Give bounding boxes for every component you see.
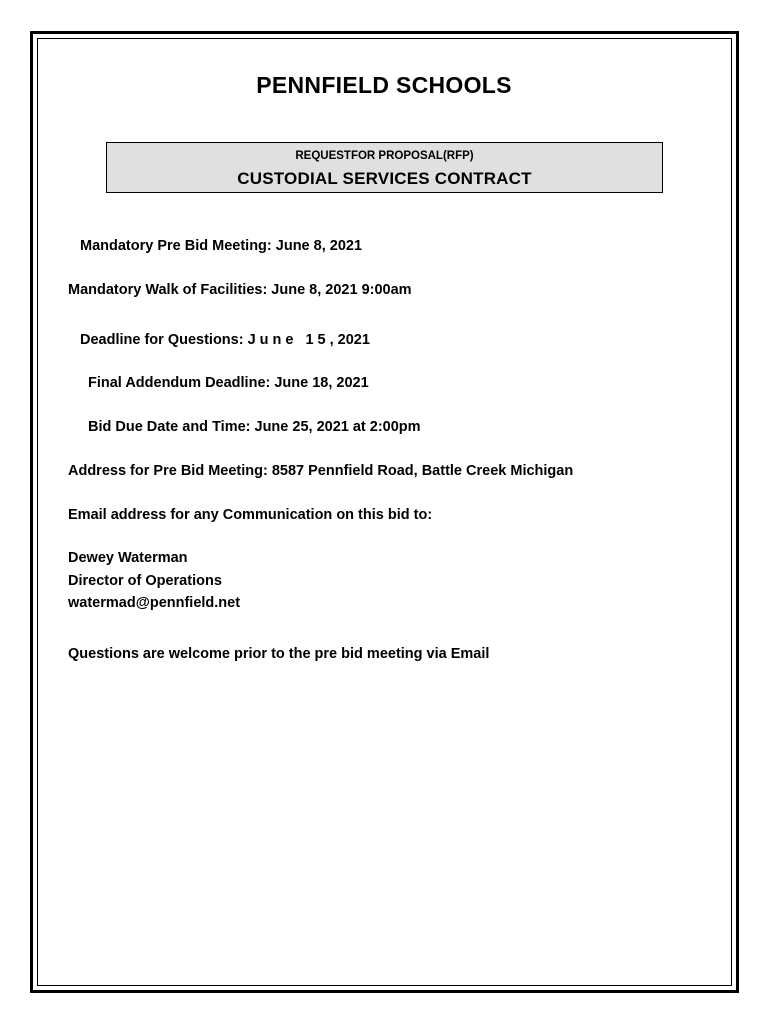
rfp-subtitle: REQUESTFOR PROPOSAL(RFP): [295, 150, 474, 162]
email-intro-line: Email address for any Communication on this bid to:: [68, 507, 433, 523]
questions-deadline-year: , 2021: [329, 332, 370, 348]
contact-title: Director of Operations: [68, 573, 222, 589]
bid-due-line: Bid Due Date and Time: June 25, 2021 at 2:00pm: [88, 419, 421, 435]
contact-email: watermad@pennfield.net: [68, 595, 241, 611]
address-line: Address for Pre Bid Meeting: 8587 Pennfield Road, Battle Creek Michigan: [68, 463, 574, 479]
walk-of-facilities-line: Mandatory Walk of Facilities: June 8, 2021 9:00am: [68, 282, 412, 298]
contact-name: Dewey Waterman: [68, 550, 188, 566]
questions-deadline-label: Deadline for Questions:: [80, 332, 248, 348]
questions-deadline-line: [80, 332, 370, 348]
final-addendum-line: Final Addendum Deadline: June 18, 2021: [88, 375, 369, 391]
pre-bid-meeting-line: Mandatory Pre Bid Meeting: June 8, 2021: [80, 238, 363, 254]
questions-deadline-date: June 15: [247, 332, 330, 348]
document-title: PENNFIELD SCHOOLS: [256, 72, 512, 98]
rfp-header-box: [106, 142, 663, 193]
closing-note: Questions are welcome prior to the pre bid meeting via Email: [68, 646, 490, 662]
rfp-title: CUSTODIAL SERVICES CONTRACT: [237, 169, 532, 188]
